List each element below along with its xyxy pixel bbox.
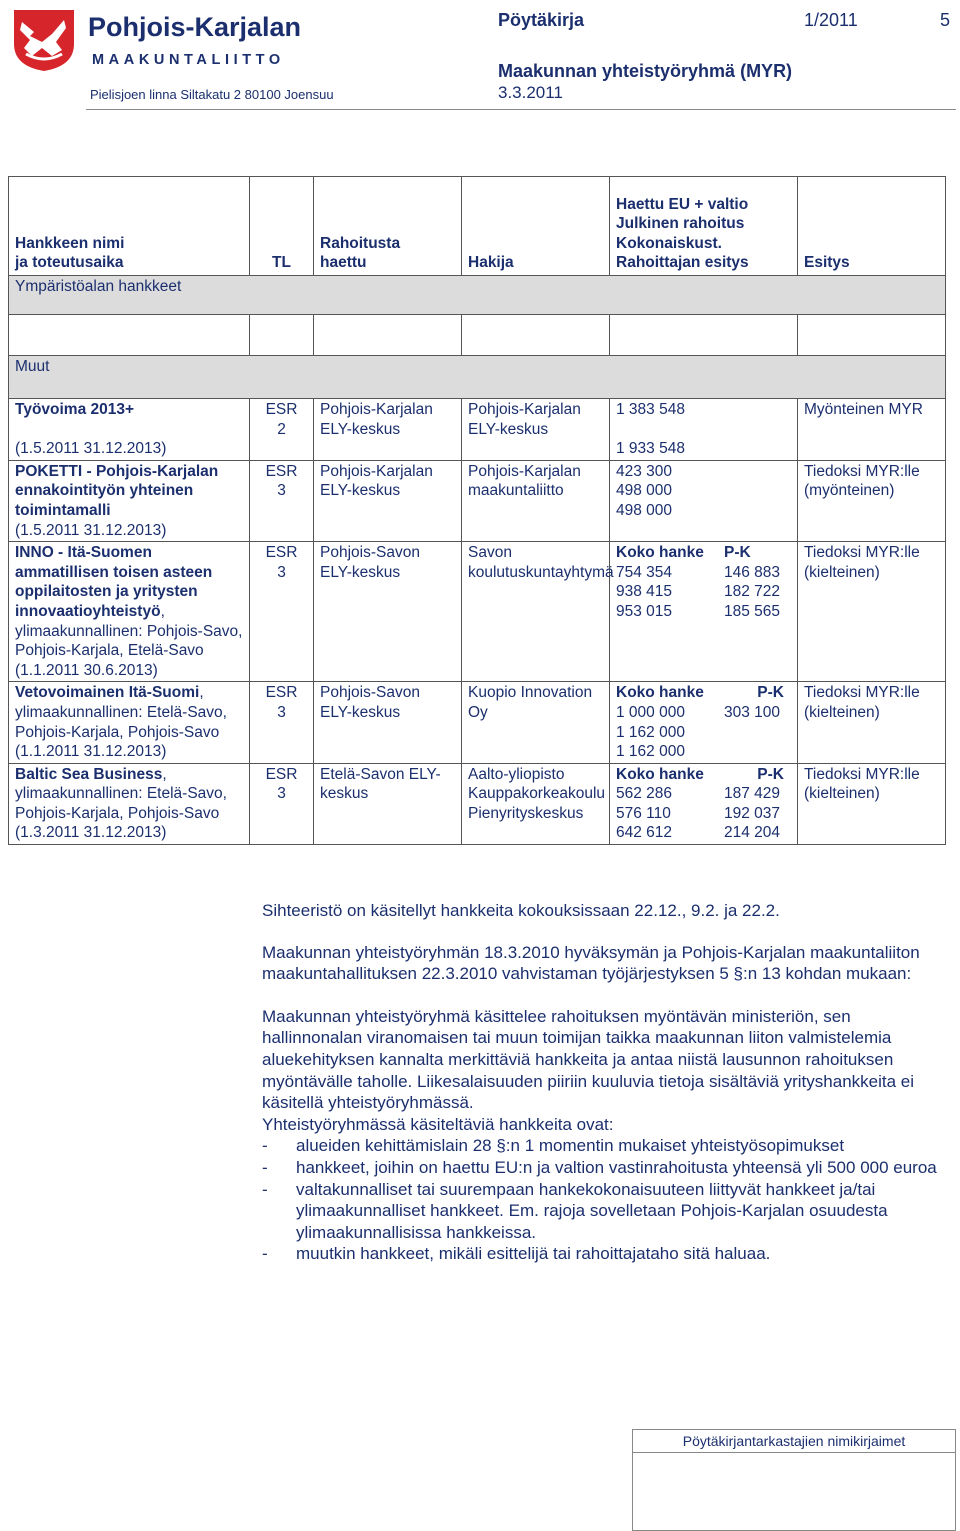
- project-funding: Pohjois-Savon ELY-keskus: [314, 542, 462, 682]
- table-row: [9, 399, 946, 461]
- organ-name: Maakunnan yhteistyöryhmä (MYR): [498, 61, 793, 81]
- paragraph: Maakunnan yhteistyöryhmän 18.3.2010 hyväksymän ja Pohjois-Karjalan maakuntaliiton maakuntahallituksen 22.3.2010 vahvistaman työjärjestyksen 5 §:n 13 kohdan mukaan:: [262, 942, 920, 984]
- signature-label: Pöytäkirjantarkastajien nimikirjaimet: [633, 1430, 955, 1453]
- meeting-date: 3.3.2011: [498, 83, 563, 102]
- projects-table: [8, 176, 946, 845]
- doc-type: Pöytäkirja: [498, 10, 585, 30]
- project-amounts: 423 300 498 000 498 000: [610, 460, 798, 541]
- logo-title: Pohjois-Karjalan: [88, 12, 302, 42]
- project-proposal: Tiedoksi MYR:lle (kielteinen): [798, 763, 946, 844]
- project-tl: ESR 3: [250, 542, 314, 682]
- project-proposal: Myönteinen MYR: [798, 399, 946, 461]
- table-row: [9, 460, 946, 541]
- project-amounts: 1 383 548 1 933 548: [610, 399, 798, 461]
- project-funding: Pohjois-Karjalan ELY-keskus: [314, 460, 462, 541]
- header-tl: TL: [250, 177, 314, 276]
- project-proposal: Tiedoksi MYR:lle (kielteinen): [798, 542, 946, 682]
- project-amounts: Koko hanke P-K 1 000 000 303 100 1 162 000 1 162 000: [610, 682, 798, 763]
- address: Pielisjoen linna Siltakatu 2 80100 Joensuu: [90, 87, 334, 102]
- list-item: - muutkin hankkeet, mikäli esittelijä tai rahoittajataho sitä haluaa.: [262, 1244, 771, 1264]
- project-funding: Etelä-Savon ELY-keskus: [314, 763, 462, 844]
- project-name: POKETTI - Pohjois-Karjalan ennakointityön yhteinen toimintamalli (1.5.2011 31.12.2013): [9, 460, 250, 541]
- project-amounts: Koko hanke P-K 562 286 187 429 576 110 192 037 642 612 214 204: [610, 763, 798, 844]
- section-number: 5: [940, 10, 951, 30]
- list-item: - hankkeet, joihin on haettu EU:n ja valtion vastinrahoitusta yhteensä yli 500 000 euroa: [262, 1157, 937, 1177]
- header-proposal: Esitys: [798, 177, 946, 276]
- project-amounts: Koko hanke P-K 754 354 146 883 938 415 182 722 953 015 185 565: [610, 542, 798, 682]
- header-amount: Haettu EU + valtio Julkinen rahoitus Kokonaiskust. Rahoittajan esitys: [610, 177, 798, 276]
- paragraph: Yhteistyöryhmässä käsiteltäviä hankkeita ovat:: [262, 1114, 614, 1134]
- project-proposal: Tiedoksi MYR:lle (kielteinen): [798, 682, 946, 763]
- signature-box: [632, 1429, 956, 1531]
- project-applicant: Pohjois-Karjalan maakuntaliitto: [462, 460, 610, 541]
- project-name: Työvoima 2013+ (1.5.2011 31.12.2013): [9, 399, 250, 461]
- project-tl: ESR 3: [250, 763, 314, 844]
- header-funding: Rahoitusta haettu: [314, 177, 462, 276]
- logo-subtitle: MAAKUNTALIITTO: [92, 52, 285, 68]
- project-applicant: Pohjois-Karjalan ELY-keskus: [462, 399, 610, 461]
- table-row: [9, 542, 946, 682]
- maakuntaliitto-logo: [12, 8, 312, 72]
- table-header-row: [9, 177, 946, 276]
- project-tl: ESR 2: [250, 399, 314, 461]
- paragraph: Maakunnan yhteistyöryhmä käsittelee rahoituksen myöntävän ministeriön, sen hallinnonalan viranomaisen tai muun toimijan taikka maakunnan liiton valmistelemia aluekehityksen kannalta merkittäviä hankkeita ja antaa niistä lausunnon rahoituksen myöntävälle taholle. Liikesalaisuuden piiriin kuuluvia tietoja sisältäviä yrityshankkeita ei käsitellä yhteistyöryhmässä.: [262, 1006, 915, 1113]
- body-text: [262, 900, 952, 1265]
- section-environment: Ympäristöalan hankkeet: [9, 276, 946, 315]
- project-applicant: Savon koulutuskuntayhtymä: [462, 542, 610, 682]
- project-tl: ESR 3: [250, 460, 314, 541]
- header-applicant: Hakija: [462, 177, 610, 276]
- header-divider: [86, 109, 956, 110]
- project-name: Baltic Sea Business, ylimaakunnallinen: Etelä-Savo, Pohjois-Karjala, Pohjois-Savo (1.3.2011 31.12.2013): [9, 763, 250, 844]
- project-proposal: Tiedoksi MYR:lle (myönteinen): [798, 460, 946, 541]
- project-name: INNO - Itä-Suomen ammatillisen toisen asteen oppilaitosten ja yritysten innovaatioyhteistyö, ylimaakunnallinen: Pohjois-Savo, Pohjois-Karjala, Etelä-Savo (1.1.2011 30.6.2013): [9, 542, 250, 682]
- section-other: Muut: [9, 356, 946, 399]
- table-row-empty: [9, 315, 946, 356]
- project-applicant: Aalto-yliopisto Kauppakorkeakoulu Pienyrityskeskus: [462, 763, 610, 844]
- project-name: Vetovoimainen Itä-Suomi, ylimaakunnallinen: Etelä-Savo, Pohjois-Karjala, Pohjois-Savo (1.1.2011 31.12.2013): [9, 682, 250, 763]
- project-tl: ESR 3: [250, 682, 314, 763]
- project-funding: Pohjois-Savon ELY-keskus: [314, 682, 462, 763]
- table-row: [9, 682, 946, 763]
- list-item: - alueiden kehittämislain 28 §:n 1 momentin mukaiset yhteistyösopimukset: [262, 1136, 845, 1156]
- project-applicant: Kuopio Innovation Oy: [462, 682, 610, 763]
- list-item: - valtakunnalliset tai suurempaan hankekokonaisuuteen liittyvät hankkeet ja/tai ylimaakunnalliset hankkeet. Em. rajoja sovelletaan Pohjois-Karjalan osuudesta ylimaakunnallisissa hankkeissa.: [262, 1179, 888, 1242]
- page-number: 1/2011: [804, 10, 858, 30]
- paragraph: Sihteeristö on käsitellyt hankkeita kokouksissaan 22.12., 9.2. ja 22.2.: [262, 901, 780, 920]
- table-row: [9, 763, 946, 844]
- project-funding: Pohjois-Karjalan ELY-keskus: [314, 399, 462, 461]
- header-project-name: Hankkeen nimi ja toteutusaika: [9, 177, 250, 276]
